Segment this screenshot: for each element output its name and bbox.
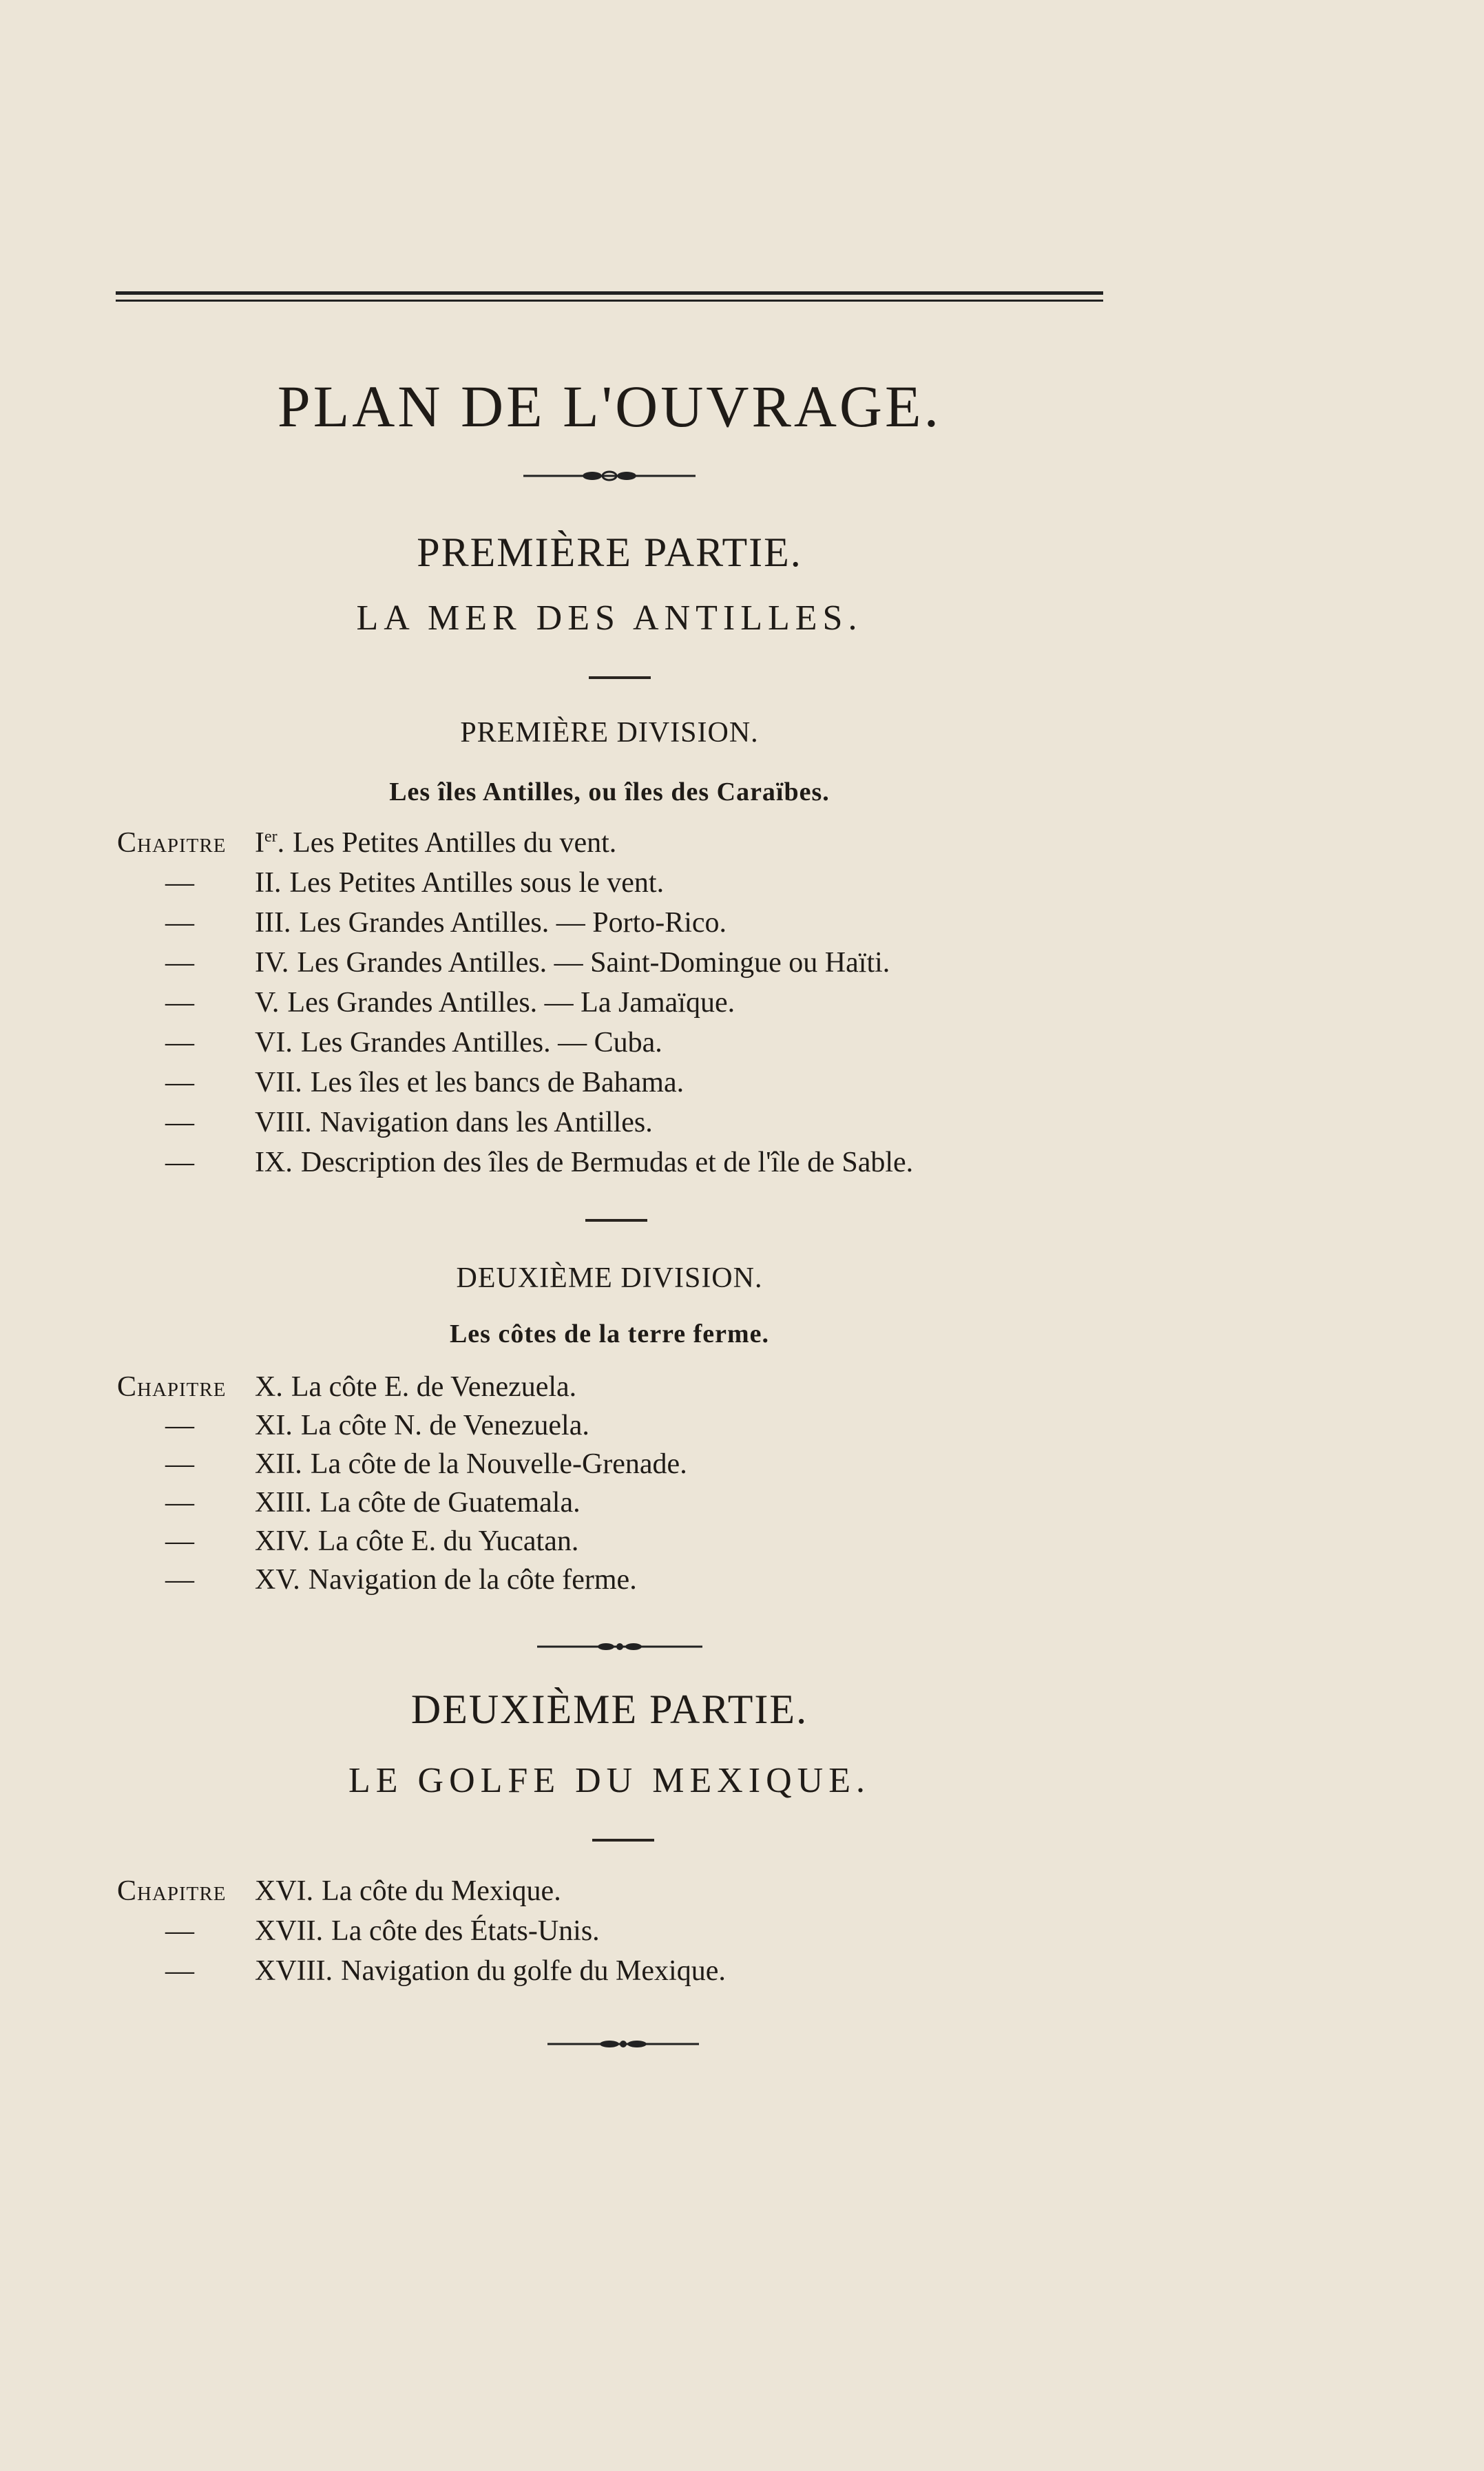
ditto-dash: — [165,1448,194,1480]
chapter-title: Les Grandes Antilles. — Porto-Rico. [299,907,727,939]
toc-row [117,946,890,979]
chapter-title: Les Petites Antilles sous le vent. [289,867,665,899]
chapter-title: La côte du Mexique. [322,1875,561,1907]
ditto-dash: — [165,1107,194,1138]
toc-row [117,1370,576,1404]
chapter-title: La côte N. de Venezuela. [300,1410,589,1441]
chapter-number: VI. [255,1027,293,1059]
chapter-title: Navigation de la côte ferme. [308,1564,637,1596]
chapter-title: Les Grandes Antilles. — Saint-Domingue ou Haïti. [297,947,890,979]
chapter-number: X. [255,1371,283,1403]
ditto-dash: — [165,1487,194,1519]
chapter-title: Les îles et les bancs de Bahama. [310,1067,684,1098]
chapter-number: II. [255,867,282,899]
toc-row [117,906,727,939]
chapter-number: III. [255,907,291,939]
flourish-ornament [523,470,696,481]
chapter-title: Les Grandes Antilles. — Cuba. [300,1027,662,1059]
part2-subheading: LE GOLFE DU MEXIQUE. [348,1761,870,1800]
chapter-number: V. [255,987,280,1019]
part2-heading: DEUXIÈME PARTIE. [410,1687,808,1732]
ditto-dash: — [165,1067,194,1098]
toc-row [117,1026,662,1059]
ditto-dash: — [165,1955,194,1987]
toc-row [117,1525,578,1558]
short-rule [589,676,651,679]
chapter-title: La côte E. du Yucatan. [317,1525,579,1557]
toc-row [117,1448,687,1481]
top-double-rule [116,291,1103,302]
chapter-label: Chapitre [117,1875,227,1907]
division1-subheading: Les îles Antilles, ou îles des Caraïbes. [389,778,830,806]
chapter-title: La côte de la Nouvelle-Grenade. [310,1448,687,1480]
chapter-number: XVII. [255,1915,324,1947]
ditto-dash: — [165,1525,194,1557]
chapter-title: Les Grandes Antilles. — La Jamaïque. [287,987,735,1019]
toc-row [117,1066,684,1099]
toc-row [117,1563,637,1596]
chapter-title: Description des îles de Bermudas et de l'île de Sable. [300,1147,914,1178]
short-rule [585,1219,647,1222]
chapter-number: XVI. [255,1875,314,1907]
toc-row [117,1409,589,1442]
ditto-dash: — [165,947,194,979]
short-rule [592,1839,654,1842]
ditto-dash: — [165,1915,194,1947]
ditto-dash: — [165,1147,194,1178]
chapter-number: XVIII. [255,1955,333,1987]
part1-heading: PREMIÈRE PARTIE. [417,530,802,575]
toc-row [117,1486,581,1519]
chapter-title: Navigation dans les Antilles. [320,1107,653,1138]
toc-row [117,986,735,1019]
toc-row [117,826,616,859]
ditto-dash: — [165,1410,194,1441]
chapter-label: Chapitre [117,827,227,859]
chapter-number: IX. [255,1147,293,1178]
chapter-number: Ier. [255,827,285,859]
chapter-number: XI. [255,1410,293,1441]
toc-row [117,1146,913,1179]
chapter-title: Navigation du golfe du Mexique. [341,1955,726,1987]
flourish-ornament [537,1641,702,1652]
chapter-title: La côte E. de Venezuela. [291,1371,577,1403]
ditto-dash: — [165,907,194,939]
division2-subheading: Les côtes de la terre ferme. [449,1320,770,1348]
closing-flourish-ornament [547,2039,699,2050]
chapter-label: Chapitre [117,1371,227,1403]
ditto-dash: — [165,1027,194,1059]
chapter-number: XIV. [255,1525,310,1557]
chapter-number: XV. [255,1564,300,1596]
page-title: PLAN DE L'OUVRAGE. [277,373,942,439]
chapter-title: La côte de Guatemala. [320,1487,581,1519]
chapter-title: La côte des États-Unis. [331,1915,600,1947]
toc-row [117,1915,600,1948]
toc-row [117,1954,726,1988]
chapter-number: IV. [255,947,289,979]
chapter-number: VIII. [255,1107,312,1138]
ditto-dash: — [165,1564,194,1596]
chapter-number: XII. [255,1448,302,1480]
chapter-number: XIII. [255,1487,312,1519]
toc-row [117,866,664,899]
part1-subheading: LA MER DES ANTILLES. [356,598,863,638]
division2-heading: DEUXIÈME DIVISION. [456,1262,763,1294]
chapter-title: Les Petites Antilles du vent. [293,827,617,859]
ditto-dash: — [165,987,194,1019]
division1-heading: PREMIÈRE DIVISION. [460,717,759,749]
chapter-number: VII. [255,1067,302,1098]
ditto-dash: — [165,867,194,899]
toc-row [117,1875,561,1908]
toc-row [117,1106,653,1139]
